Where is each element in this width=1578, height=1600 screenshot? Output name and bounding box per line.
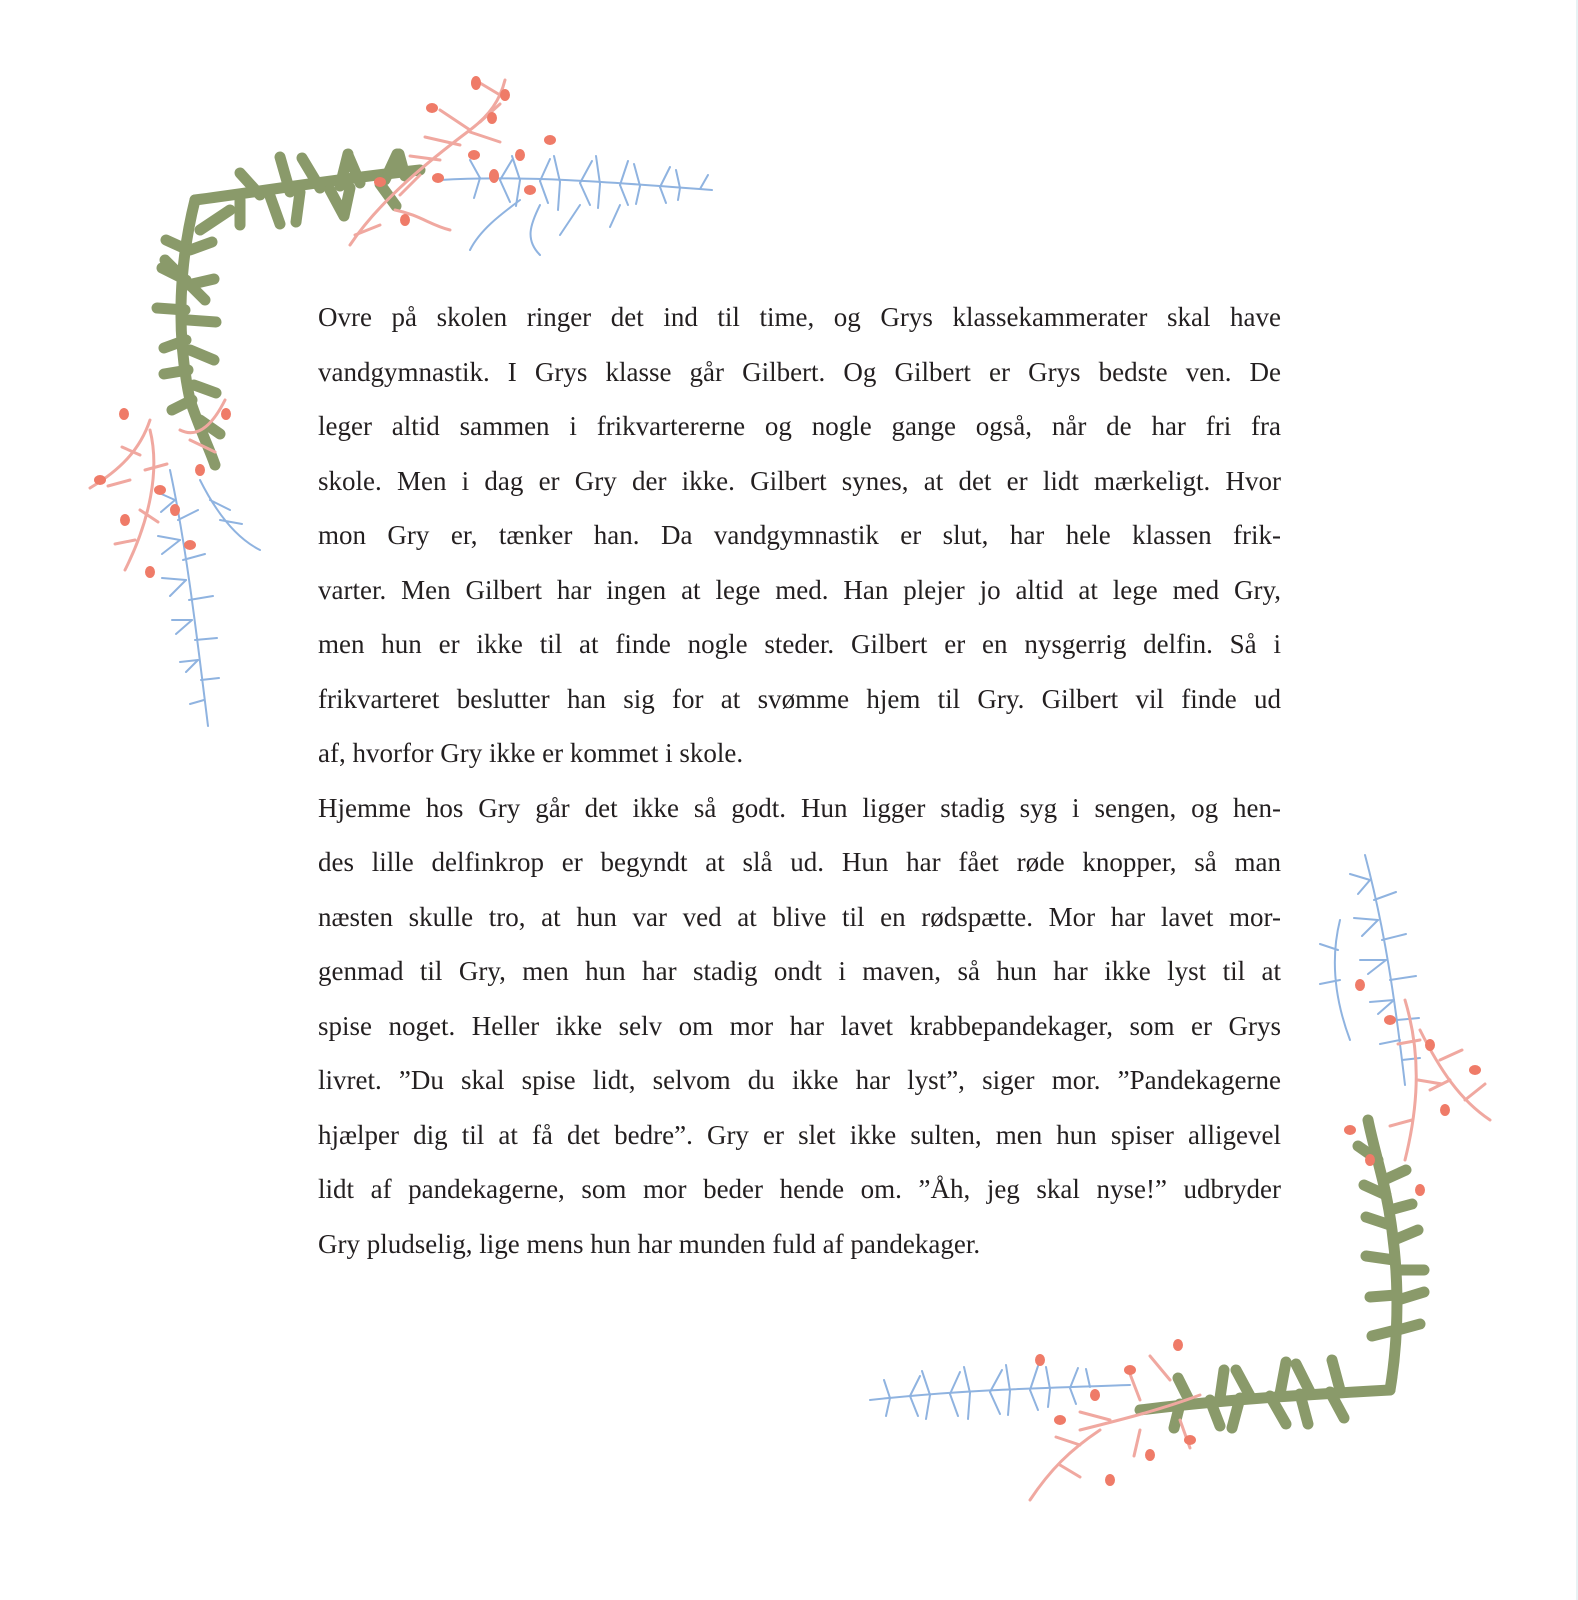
- text-line: skole. Men i dag er Gry der ikke. Gilbert synes, at det er lidt mærkeligt. Hvor: [318, 465, 1281, 496]
- text-line: lidt af pandekagerne, som mor beder hende om. ”Åh, jeg skal nyse!” udbryder: [318, 1174, 1281, 1204]
- paragraph-2: [318, 781, 1281, 1272]
- text-line: men hun er ikke til at finde nogle steder. Gilbert er en nysgerrig delfin. Så i: [318, 629, 1281, 659]
- blue-seaweed-bottom: [870, 1365, 1130, 1419]
- text-line: spise noget. Heller ikke selv om mor har lavet krabbepandekager, som er Grys: [318, 1010, 1281, 1041]
- text-line: varter. Men Gilbert har ingen at lege med. Han plejer jo altid at lege med Gry,: [318, 574, 1281, 605]
- text-line: vandgymnastik. I Grys klasse går Gilbert. Og Gilbert er Grys bedste ven. De: [318, 356, 1281, 387]
- blue-seaweed-top: [440, 156, 712, 255]
- paragraph-1: [318, 290, 1281, 781]
- story-text: [318, 290, 1281, 1271]
- text-line: frikvarteret beslutter han sig for at svømme hjem til Gry. Gilbert vil finde ud: [318, 683, 1281, 714]
- text-line: des lille delfinkrop er begyndt at slå ud. Hun har fået røde knopper, så man: [318, 847, 1281, 877]
- text-line: mon Gry er, tænker han. Da vandgymnastik er slut, har hele klassen frik-: [318, 520, 1281, 550]
- text-line: Gry pludselig, lige mens hun har munden fuld af pandekager.: [318, 1228, 981, 1259]
- text-line: genmad til Gry, men hun har stadig ondt i maven, så hun har ikke lyst til at: [318, 956, 1281, 986]
- text-line: livret. ”Du skal spise lidt, selvom du ikke har lyst”, siger mor. ”Pandekagerne: [318, 1065, 1281, 1095]
- text-line: næsten skulle tro, at hun var ved at blive til en rødspætte. Mor har lavet mor-: [318, 901, 1281, 932]
- text-line: Hjemme hos Gry går det ikke så godt. Hun ligger stadig syg i sengen, og hen-: [318, 792, 1281, 823]
- blue-seaweed-right: [1320, 855, 1420, 1085]
- text-line: Ovre på skolen ringer det ind til time, og Grys klassekammerater skal have: [318, 302, 1281, 332]
- text-line: leger altid sammen i frikvartererne og nogle gange også, når de har fri fra: [318, 411, 1281, 441]
- text-line: hjælper dig til at få det bedre”. Gry er slet ikke sulten, men hun spiser alligevel: [318, 1119, 1281, 1150]
- text-line: af, hvorfor Gry ikke er kommet i skole.: [318, 738, 744, 768]
